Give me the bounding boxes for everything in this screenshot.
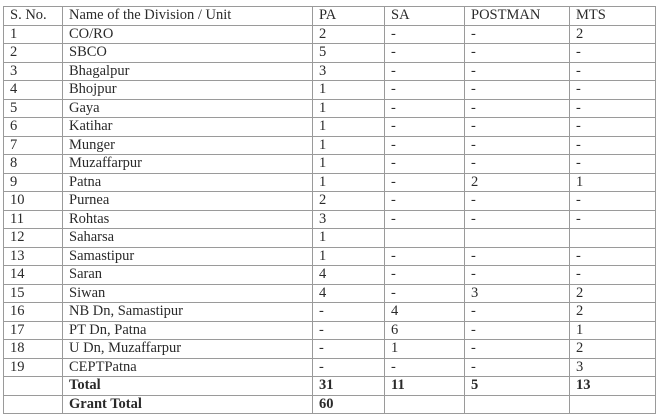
cell-postman: - xyxy=(465,118,570,137)
cell-postman: - xyxy=(465,99,570,118)
header-postman: POSTMAN xyxy=(465,7,570,26)
cell-sno: 14 xyxy=(4,266,63,285)
cell-name: CEPTPatna xyxy=(63,358,313,377)
table-body xyxy=(4,25,656,377)
cell-mts: 1 xyxy=(570,173,656,192)
cell-mts: - xyxy=(570,192,656,211)
cell-name: Rohtas xyxy=(63,210,313,229)
cell-name: Bhojpur xyxy=(63,81,313,100)
total-sa: 11 xyxy=(385,377,465,396)
table-row xyxy=(4,284,656,303)
cell-sa: 4 xyxy=(385,303,465,322)
grant-postman-cell xyxy=(465,395,570,414)
cell-sa: 1 xyxy=(385,340,465,359)
cell-sa: - xyxy=(385,62,465,81)
grant-sa-cell xyxy=(385,395,465,414)
cell-postman: 2 xyxy=(465,173,570,192)
cell-mts: - xyxy=(570,81,656,100)
cell-sno: 16 xyxy=(4,303,63,322)
cell-mts: - xyxy=(570,136,656,155)
cell-mts: 3 xyxy=(570,358,656,377)
cell-name: Gaya xyxy=(63,99,313,118)
cell-mts: - xyxy=(570,62,656,81)
cell-name: Siwan xyxy=(63,284,313,303)
cell-sa: - xyxy=(385,44,465,63)
cell-pa: 1 xyxy=(313,155,385,174)
cell-sa: - xyxy=(385,210,465,229)
table-row xyxy=(4,118,656,137)
cell-pa: 1 xyxy=(313,173,385,192)
cell-pa: 1 xyxy=(313,118,385,137)
header-mts: MTS xyxy=(570,7,656,26)
cell-postman: - xyxy=(465,358,570,377)
cell-mts: - xyxy=(570,210,656,229)
cell-pa: 1 xyxy=(313,81,385,100)
cell-sa: - xyxy=(385,173,465,192)
table-row xyxy=(4,266,656,285)
cell-pa: - xyxy=(313,340,385,359)
cell-mts: 1 xyxy=(570,321,656,340)
table-row xyxy=(4,155,656,174)
cell-postman: - xyxy=(465,210,570,229)
total-postman: 5 xyxy=(465,377,570,396)
cell-sa: - xyxy=(385,155,465,174)
table-row xyxy=(4,136,656,155)
cell-postman: - xyxy=(465,303,570,322)
table-row xyxy=(4,62,656,81)
cell-name: Patna xyxy=(63,173,313,192)
cell-sno: 3 xyxy=(4,62,63,81)
cell-sno: 8 xyxy=(4,155,63,174)
cell-pa: - xyxy=(313,321,385,340)
cell-mts: - xyxy=(570,247,656,266)
table-row xyxy=(4,229,656,248)
cell-name: U Dn, Muzaffarpur xyxy=(63,340,313,359)
cell-sa: - xyxy=(385,136,465,155)
cell-name: Katihar xyxy=(63,118,313,137)
grant-total-row xyxy=(4,395,656,414)
cell-sno: 7 xyxy=(4,136,63,155)
cell-postman: - xyxy=(465,136,570,155)
cell-sno: 4 xyxy=(4,81,63,100)
table-row xyxy=(4,340,656,359)
cell-postman: - xyxy=(465,192,570,211)
cell-mts: 2 xyxy=(570,303,656,322)
cell-postman: - xyxy=(465,62,570,81)
cell-name: NB Dn, Samastipur xyxy=(63,303,313,322)
cell-name: Saharsa xyxy=(63,229,313,248)
grant-sno-cell xyxy=(4,395,63,414)
cell-sa: 6 xyxy=(385,321,465,340)
cell-sa: - xyxy=(385,81,465,100)
table-row xyxy=(4,99,656,118)
header-sa: SA xyxy=(385,7,465,26)
cell-postman: - xyxy=(465,81,570,100)
total-row xyxy=(4,377,656,396)
cell-pa: 2 xyxy=(313,25,385,44)
cell-postman: - xyxy=(465,247,570,266)
cell-postman: - xyxy=(465,340,570,359)
cell-sno: 13 xyxy=(4,247,63,266)
cell-name: PT Dn, Patna xyxy=(63,321,313,340)
cell-name: Bhagalpur xyxy=(63,62,313,81)
cell-mts: - xyxy=(570,44,656,63)
cell-sno: 2 xyxy=(4,44,63,63)
cell-name: Purnea xyxy=(63,192,313,211)
cell-sa: - xyxy=(385,247,465,266)
cell-postman: - xyxy=(465,321,570,340)
cell-name: CO/RO xyxy=(63,25,313,44)
cell-postman: - xyxy=(465,266,570,285)
cell-mts: - xyxy=(570,266,656,285)
cell-postman: - xyxy=(465,25,570,44)
table-row xyxy=(4,358,656,377)
cell-mts: 2 xyxy=(570,340,656,359)
cell-sno: 10 xyxy=(4,192,63,211)
cell-sno: 18 xyxy=(4,340,63,359)
cell-pa: 3 xyxy=(313,210,385,229)
cell-name: Munger xyxy=(63,136,313,155)
header-name: Name of the Division / Unit xyxy=(63,7,313,26)
cell-postman: - xyxy=(465,155,570,174)
cell-sa xyxy=(385,229,465,248)
cell-sa: - xyxy=(385,192,465,211)
cell-pa: - xyxy=(313,303,385,322)
total-sno-cell xyxy=(4,377,63,396)
cell-name: SBCO xyxy=(63,44,313,63)
table-row xyxy=(4,247,656,266)
cell-sno: 1 xyxy=(4,25,63,44)
cell-sno: 15 xyxy=(4,284,63,303)
cell-pa: - xyxy=(313,358,385,377)
cell-sa: - xyxy=(385,284,465,303)
cell-pa: 2 xyxy=(313,192,385,211)
cell-sa: - xyxy=(385,358,465,377)
table-row xyxy=(4,303,656,322)
grant-total-label: Grant Total xyxy=(63,395,313,414)
header-pa: PA xyxy=(313,7,385,26)
cell-pa: 1 xyxy=(313,99,385,118)
cell-sno: 5 xyxy=(4,99,63,118)
cell-pa: 5 xyxy=(313,44,385,63)
table-row xyxy=(4,192,656,211)
grant-total-pa: 60 xyxy=(313,395,385,414)
cell-mts: 2 xyxy=(570,284,656,303)
cell-pa: 1 xyxy=(313,229,385,248)
table-row xyxy=(4,210,656,229)
table-row xyxy=(4,321,656,340)
header-sno: S. No. xyxy=(4,7,63,26)
cell-pa: 1 xyxy=(313,136,385,155)
cell-sa: - xyxy=(385,25,465,44)
cell-sno: 9 xyxy=(4,173,63,192)
cell-sno: 6 xyxy=(4,118,63,137)
grant-mts-cell xyxy=(570,395,656,414)
cell-name: Muzaffarpur xyxy=(63,155,313,174)
total-label: Total xyxy=(63,377,313,396)
table-row xyxy=(4,44,656,63)
cell-sno: 19 xyxy=(4,358,63,377)
cell-mts: 2 xyxy=(570,25,656,44)
cell-postman: - xyxy=(465,44,570,63)
table-row xyxy=(4,25,656,44)
cell-pa: 1 xyxy=(313,247,385,266)
cell-pa: 4 xyxy=(313,266,385,285)
cell-mts: - xyxy=(570,99,656,118)
cell-sno: 17 xyxy=(4,321,63,340)
cell-postman xyxy=(465,229,570,248)
header-row xyxy=(4,7,656,26)
cell-sa: - xyxy=(385,266,465,285)
cell-sa: - xyxy=(385,118,465,137)
table-row xyxy=(4,173,656,192)
cell-pa: 3 xyxy=(313,62,385,81)
cell-sno: 11 xyxy=(4,210,63,229)
cell-postman: 3 xyxy=(465,284,570,303)
division-vacancy-table xyxy=(3,6,656,414)
table-row xyxy=(4,81,656,100)
total-pa: 31 xyxy=(313,377,385,396)
cell-mts xyxy=(570,229,656,248)
cell-name: Saran xyxy=(63,266,313,285)
cell-sa: - xyxy=(385,99,465,118)
cell-mts: - xyxy=(570,118,656,137)
cell-mts: - xyxy=(570,155,656,174)
cell-pa: 4 xyxy=(313,284,385,303)
total-mts: 13 xyxy=(570,377,656,396)
cell-name: Samastipur xyxy=(63,247,313,266)
cell-sno: 12 xyxy=(4,229,63,248)
